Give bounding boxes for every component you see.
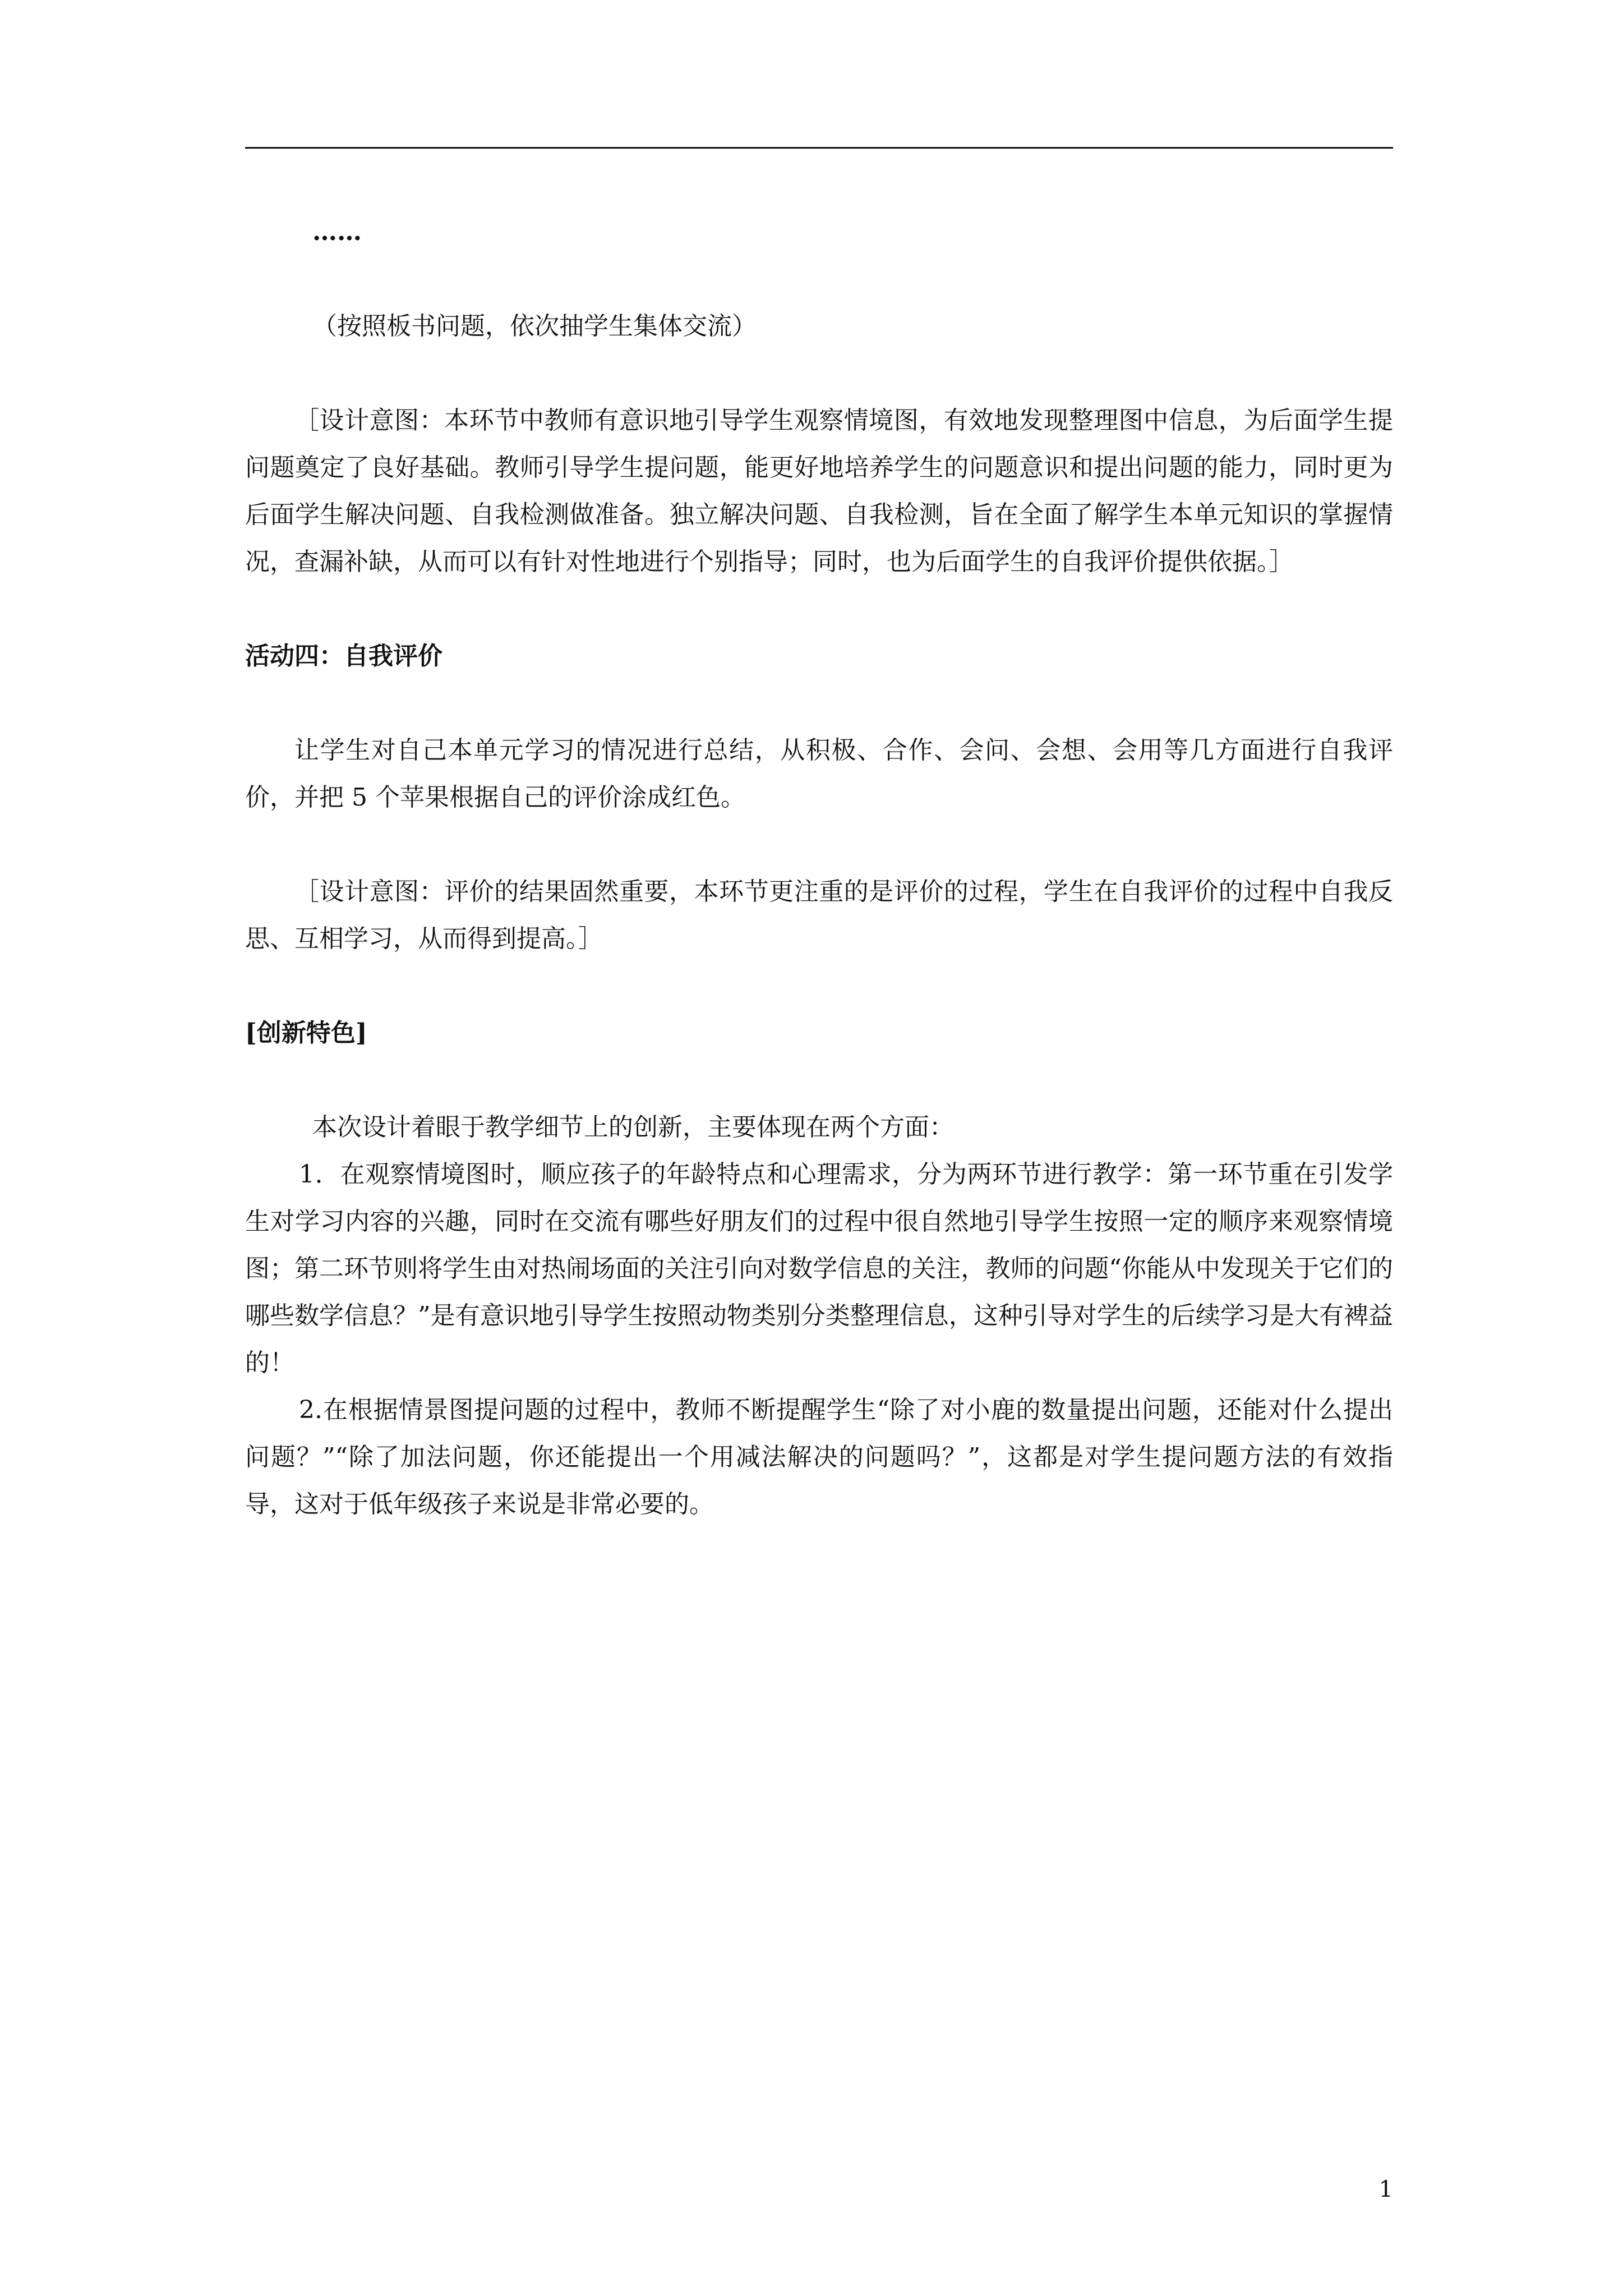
document-body: [245, 209, 1393, 1528]
header-rule: [245, 147, 1393, 149]
teacher-note: （按照板书问题，依次抽学生集体交流）: [312, 312, 757, 341]
page-number: 1: [1378, 2177, 1393, 2202]
innovation-intro: 本次设计着眼于教学细节上的创新，主要体现在两个方面：: [312, 1113, 954, 1142]
innovation-item-2: 2.在根据情景图提问题的过程中，教师不断提醒学生“除了对小鹿的数量提出问题，还能对什么提出问题？”“除了加法问题，你还能提出一个用减法解决的问题吗？”，这都是对学生提问题方法的有效指导，这对于低年级孩子来说是非常必要的。: [245, 1396, 1393, 1519]
design-intent-paragraph-1: ［设计意图：本环节中教师有意识地引导学生观察情境图，有效地发现整理图中信息，为后面学生提问题奠定了良好基础。教师引导学生提问题，能更好地培养学生的问题意识和提出问题的能力，同时更为后面学生解决问题、自我检测做准备。独立解决问题、自我检测，旨在全面了解学生本单元知识的掌握情况，查漏补缺，从而可以有针对性地进行个别指导；同时，也为后面学生的自我评价提供依据。］: [245, 406, 1393, 576]
activity-four-heading: 活动四：自我评价: [245, 642, 442, 670]
ellipsis-line: ……: [312, 218, 362, 246]
innovation-item-1: 1．在观察情境图时，顺应孩子的年龄特点和心理需求，分为两环节进行教学：第一环节重在引发学生对学习内容的兴趣，同时在交流有哪些好朋友们的过程中很自然地引导学生按照一定的顺序来观察情境图；第二环节则将学生由对热闹场面的关注引向对数学信息的关注，教师的问题“你能从中发现关于它们的哪些数学信息？”是有意识地引导学生按照动物类别分类整理信息，这种引导对学生的后续学习是大有裨益的！: [245, 1160, 1393, 1377]
design-intent-paragraph-2: ［设计意图：评价的结果固然重要，本环节更注重的是评价的过程，学生在自我评价的过程中自我反思、互相学习，从而得到提高。］: [245, 877, 1393, 953]
activity-four-paragraph: 让学生对自己本单元学习的情况进行总结，从积极、合作、会问、会想、会用等几方面进行自我评价，并把 5 个苹果根据自己的评价涂成红色。: [245, 736, 1393, 812]
innovation-heading: [创新特色]: [245, 1019, 367, 1047]
